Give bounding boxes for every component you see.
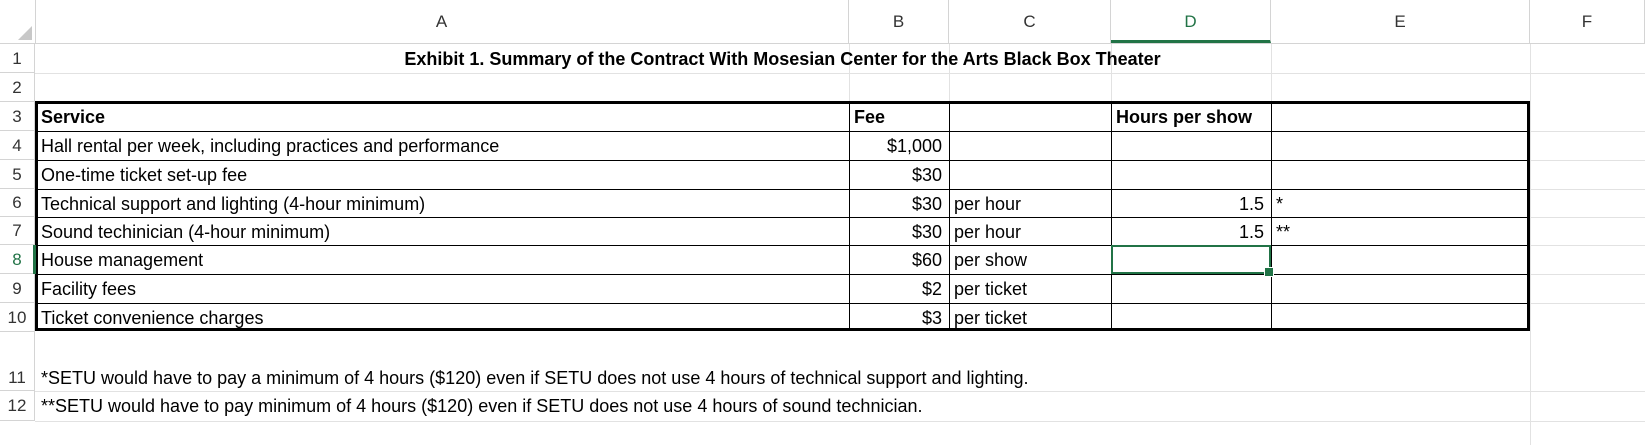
selected-cell-d8[interactable] [1111,245,1271,274]
column-header-f[interactable]: F [1530,0,1645,43]
fill-handle[interactable] [1264,267,1274,277]
gridline [1530,217,1645,218]
gridline [35,73,1645,74]
select-all-icon [18,26,32,40]
header-hours[interactable]: Hours per show [1116,107,1253,127]
cell-fee[interactable]: $30 [911,222,942,242]
row-header-7[interactable]: 7 [0,217,35,245]
column-header-c[interactable]: C [949,0,1111,43]
cell-unit[interactable]: per show [954,250,1028,270]
gridline [1530,303,1645,304]
cell-fee[interactable]: $2 [921,279,942,299]
row-header-9[interactable]: 9 [0,274,35,303]
cell-hours[interactable]: 1.5 [1238,222,1264,242]
cell-fee[interactable]: $30 [911,165,942,185]
gridline [1530,245,1645,246]
row-header-12[interactable]: 12 [0,391,35,421]
gridline [1530,131,1645,132]
header-fee[interactable]: Fee [854,107,886,127]
row-header-3[interactable]: 3 [0,102,35,131]
column-header-a[interactable]: A [35,0,849,43]
footnote-technical[interactable]: *SETU would have to pay a minimum of 4 hours ($120) even if SETU does not use 4 hours of technical support and lighting. [41,368,1029,388]
cell-unit[interactable]: per ticket [954,279,1028,299]
cell-note[interactable]: * [1276,194,1284,214]
cell-unit[interactable]: per ticket [954,308,1028,328]
cell-unit[interactable]: per hour [954,222,1022,242]
cell-service[interactable]: Facility fees [41,279,137,299]
row-header-6[interactable]: 6 [0,189,35,217]
gridline [35,421,1645,422]
column-header-bar [0,0,1645,44]
cell-fee[interactable]: $1,000 [886,136,942,156]
cell-note[interactable]: ** [1276,222,1291,242]
cell-unit[interactable]: per hour [954,194,1022,214]
header-service[interactable]: Service [41,107,106,127]
gridline [1530,160,1645,161]
gridline [1530,189,1645,190]
footnote-sound[interactable]: **SETU would have to pay minimum of 4 hours ($120) even if SETU does not use 4 hours of sound technician. [41,396,923,416]
cell-service[interactable]: Technical support and lighting (4-hour minimum) [41,194,426,214]
row-header-5[interactable]: 5 [0,160,35,189]
row-header-2[interactable]: 2 [0,73,35,102]
select-all-corner[interactable] [0,0,36,43]
cell-service[interactable]: Hall rental per week, including practices and performance [41,136,500,156]
column-header-b[interactable]: B [849,0,949,43]
column-header-e[interactable]: E [1271,0,1530,43]
row-header-8[interactable]: 8 [0,245,35,274]
row-header-10[interactable]: 10 [0,303,35,332]
row-header-4[interactable]: 4 [0,131,35,160]
cell-fee[interactable]: $30 [911,194,942,214]
cell-fee[interactable]: $60 [911,250,942,270]
cell-service[interactable]: One-time ticket set-up fee [41,165,248,185]
exhibit-title: Exhibit 1. Summary of the Contract With Mosesian Center for the Arts Black Box Theater [404,49,1161,69]
cell-hours[interactable]: 1.5 [1238,194,1264,214]
row-header-1[interactable]: 1 [0,44,35,73]
cell-fee[interactable]: $3 [921,308,942,328]
column-header-d[interactable]: D [1111,0,1271,43]
row-header-11[interactable]: 11 [0,332,35,391]
gridline [1530,274,1645,275]
cell-service[interactable]: House management [41,250,204,270]
cell-service[interactable]: Ticket convenience charges [41,308,264,328]
cell-service[interactable]: Sound techinician (4-hour minimum) [41,222,331,242]
active-row-indicator [33,245,36,274]
